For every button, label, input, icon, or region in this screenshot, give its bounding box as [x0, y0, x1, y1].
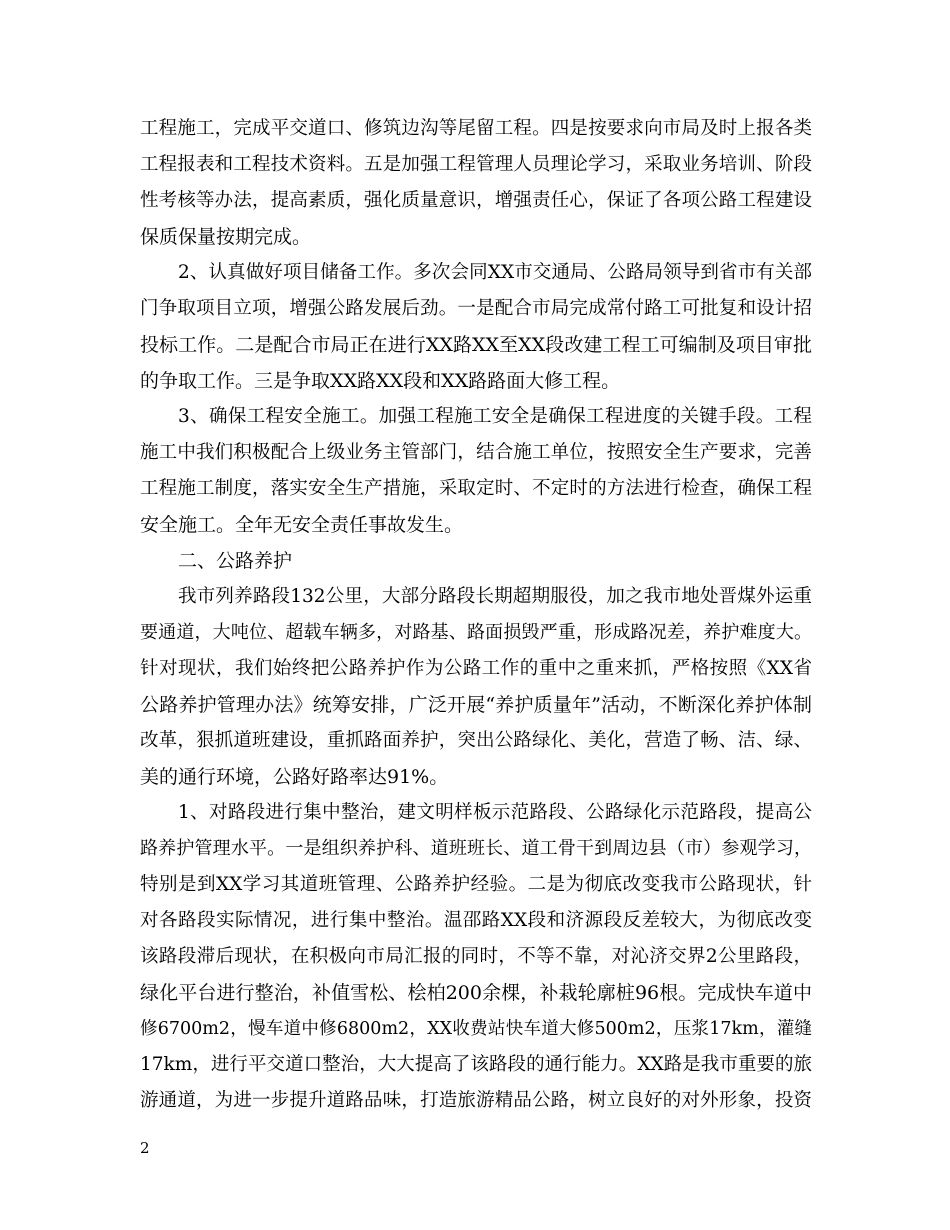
- text-line: 游通道，为进一步提升道路品味，打造旅游精品公路，树立良好的对外形象，投资: [140, 1090, 812, 1111]
- text-line: 美的通行环境，公路好路率达91%。: [140, 766, 449, 788]
- page-number: 2: [140, 1139, 150, 1157]
- text-line: 工程施工制度，落实安全生产措施，采取定时、不定时的方法进行检查，确保工程: [140, 478, 812, 499]
- text-line: 施工中我们积极配合上级业务主管部门，结合施工单位，按照安全生产要求，完善: [140, 442, 812, 463]
- text-line: 性考核等办法，提高素质，强化质量意识，增强责任心，保证了各项公路工程建设: [140, 190, 812, 211]
- text-line: 安全施工。全年无安全责任事故发生。: [140, 514, 464, 536]
- text-line: 投标工作。二是配合市局正在进行XX路XX至XX段改建工程工可编制及项目审批: [140, 334, 812, 356]
- text-line: 工程施工，完成平交道口、修筑边沟等尾留工程。四是按要求向市局及时上报各类: [140, 118, 812, 139]
- section-heading: 二、公路养护: [178, 550, 293, 572]
- text-line: 保质保量按期完成。: [140, 226, 312, 248]
- text-line: 对各路段实际情况，进行集中整治。温邵路XX段和济源段反差较大，为彻底改变: [140, 910, 812, 931]
- text-line: 针对现状，我们始终把公路养护作为公路工作的重中之重来抓，严格按照《XX省: [140, 658, 812, 679]
- text-line: 要通道，大吨位、超载车辆多，对路基、路面损毁严重，形成路况差，养护难度大。: [140, 622, 812, 643]
- text-line: 改革，狠抓道班建设，重抓路面养护，突出公路绿化、美化，营造了畅、洁、绿、: [140, 730, 812, 751]
- text-line: 工程报表和工程技术资料。五是加强工程管理人员理论学习，采取业务培训、阶段: [140, 154, 812, 175]
- text-line: 1、对路段进行集中整治，建文明样板示范路段、公路绿化示范路段，提高公: [178, 802, 812, 823]
- text-line: 该路段滞后现状，在积极向市局汇报的同时，不等不靠，对沁济交界2公里路段，: [140, 946, 812, 967]
- text-line: 公路养护管理办法》统筹安排，广泛开展“养护质量年”活动，不断深化养护体制: [140, 694, 812, 716]
- text-line: 2、认真做好项目储备工作。多次会同XX市交通局、公路局领导到省市有关部: [178, 262, 812, 283]
- text-line: 门争取项目立项，增强公路发展后劲。一是配合市局完成常付路工可批复和设计招: [140, 298, 812, 319]
- text-line: 路养护管理水平。一是组织养护科、道班班长、道工骨干到周边县（市）参观学习，: [140, 838, 812, 859]
- text-line: 特别是到XX学习其道班管理、公路养护经验。二是为彻底改变我市公路现状，针: [140, 874, 812, 895]
- text-line: 的争取工作。三是争取XX路XX段和XX路路面大修工程。: [140, 370, 621, 392]
- text-line: 绿化平台进行整治，补值雪松、桧柏200余棵，补栽轮廓桩96根。完成快车道中: [140, 982, 812, 1004]
- text-line: 我市列养路段132公里，大部分路段长期超期服役，加之我市地处晋煤外运重: [178, 586, 812, 607]
- text-line: 修6700m2，慢车道中修6800m2，XX收费站快车道大修500m2，压浆17km，灌缝: [140, 1019, 812, 1039]
- text-line: 3、确保工程安全施工。加强工程施工安全是确保工程进度的关键手段。工程: [178, 406, 812, 427]
- text-line: 17km，进行平交道口整治，大大提高了该路段的通行能力。XX路是我市重要的旅: [140, 1054, 812, 1075]
